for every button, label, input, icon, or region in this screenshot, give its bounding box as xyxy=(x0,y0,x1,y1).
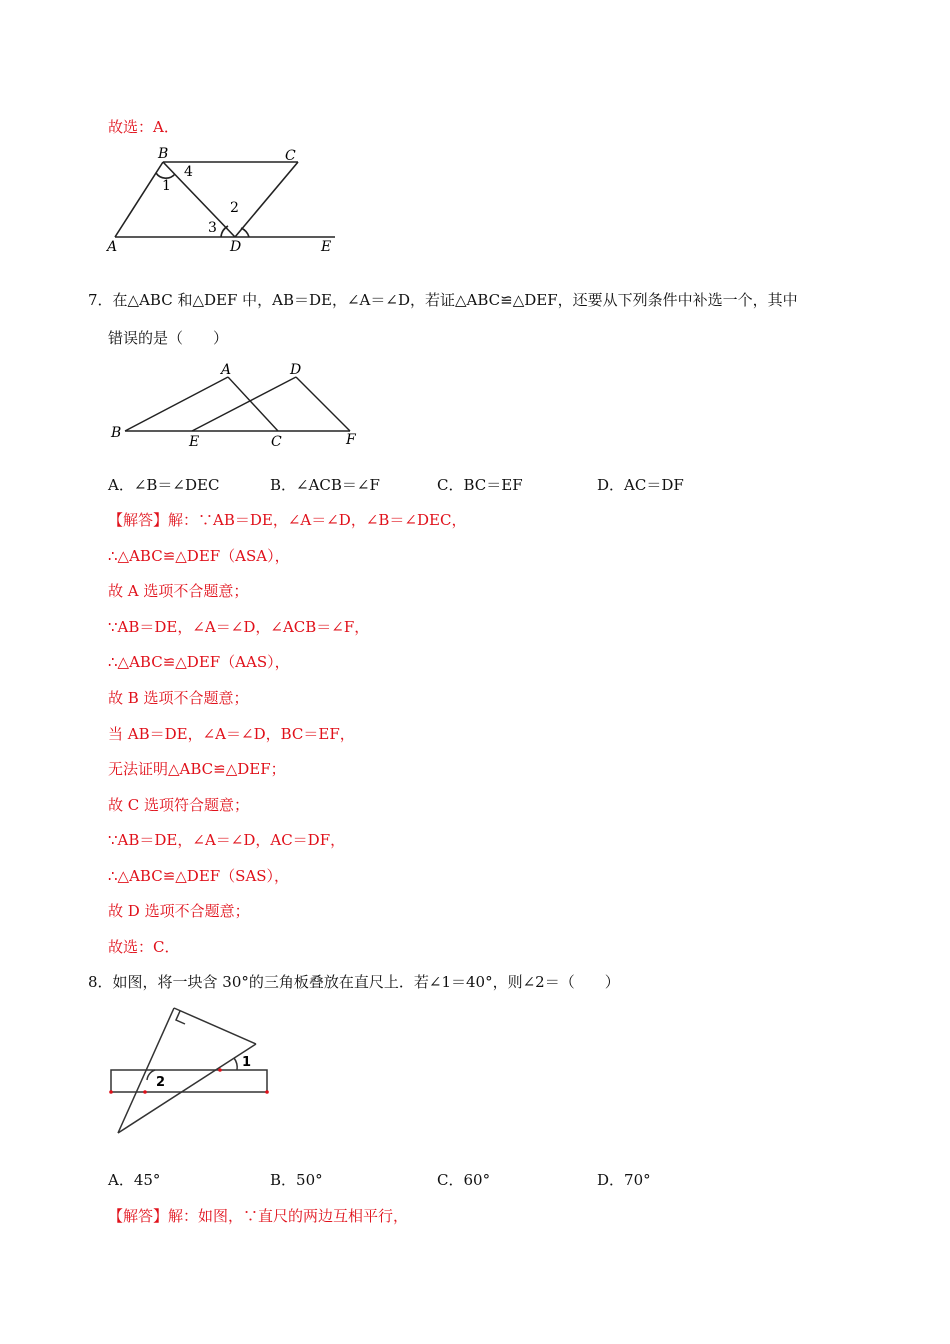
q8-option-a: A．45° xyxy=(108,1171,161,1189)
segment-cd xyxy=(235,162,298,237)
point xyxy=(109,1090,113,1094)
angle-arc-2 xyxy=(147,1070,155,1080)
label-e: E xyxy=(189,434,200,450)
label-d: D xyxy=(290,362,302,378)
q7-solution-line: ∴△ABC≌△DEF（ASA）， xyxy=(108,547,290,565)
ruler xyxy=(111,1070,267,1092)
point xyxy=(218,1068,222,1072)
label-4: 4 xyxy=(184,164,193,180)
q7-stem-line2: 错误的是（ ） xyxy=(108,329,229,347)
label-c: C xyxy=(285,148,296,164)
q7-solution-line: 故 D 选项不合题意； xyxy=(108,902,250,920)
figure-parallelogram xyxy=(100,140,350,255)
figure-two-triangles xyxy=(100,360,370,455)
segment-ac xyxy=(228,377,278,431)
q8-option-b: B．50° xyxy=(270,1171,323,1189)
q8-option-d: D．70° xyxy=(597,1171,651,1189)
q7-solution-line: ∴△ABC≌△DEF（AAS）， xyxy=(108,653,290,671)
segment-ba xyxy=(125,377,228,431)
q7-option-c: C．BC＝EF xyxy=(437,476,523,494)
label-f: F xyxy=(346,432,356,448)
q7-solution-line: ∴△ABC≌△DEF（SAS）， xyxy=(108,867,290,885)
q8-solution-start: 【解答】解：如图，∵直尺的两边互相平行， xyxy=(108,1207,409,1225)
figure-ruler-triangle xyxy=(100,1000,280,1140)
q7-solution-line: 无法证明△ABC≌△DEF； xyxy=(108,760,286,778)
q7-option-b: B．∠ACB＝∠F xyxy=(270,476,380,494)
label-1: 1 xyxy=(162,178,171,194)
segment-ed xyxy=(192,377,296,431)
point xyxy=(265,1090,269,1094)
angle-arc-d2 xyxy=(241,228,249,237)
q7-solution-line: ∵AB＝DE，∠A＝∠D，AC＝DF， xyxy=(108,831,346,849)
previous-answer: 故选：A． xyxy=(108,118,179,136)
label-2: 2 xyxy=(230,200,239,216)
label-a: A xyxy=(221,362,232,378)
label-3: 3 xyxy=(208,220,217,236)
q7-solution-line: 故 C 选项符合题意； xyxy=(108,796,250,814)
angle-arc-1 xyxy=(234,1058,237,1070)
q7-option-a: A．∠B＝∠DEC xyxy=(108,476,220,494)
q7-solution-line: 故选：C． xyxy=(108,938,180,956)
q7-solution-line: 故 A 选项不合题意； xyxy=(108,582,249,600)
q7-stem-line1: 7．在△ABC 和△DEF 中，AB＝DE，∠A＝∠D，若证△ABC≌△DEF，还要从下列条件中补选一个，其中 xyxy=(88,291,798,309)
label-1: 1 xyxy=(242,1055,252,1070)
label-e: E xyxy=(321,239,332,255)
label-c: C xyxy=(271,434,282,450)
segment-df xyxy=(296,377,350,431)
label-d: D xyxy=(230,239,242,255)
q8-stem: 8．如图，将一块含 30°的三角板叠放在直尺上．若∠1＝40°，则∠2＝（ ） xyxy=(88,973,620,991)
label-b: B xyxy=(158,146,169,162)
q7-solution-line: ∵AB＝DE，∠A＝∠D，∠ACB＝∠F， xyxy=(108,618,370,636)
segment-bd xyxy=(163,162,235,237)
label-b: B xyxy=(111,425,122,441)
label-2: 2 xyxy=(156,1075,166,1090)
q7-solution-line: 【解答】解：∵AB＝DE，∠A＝∠D，∠B＝∠DEC， xyxy=(108,511,467,529)
q8-option-c: C．60° xyxy=(437,1171,491,1189)
q7-option-d: D．AC＝DF xyxy=(597,476,684,494)
point xyxy=(143,1090,147,1094)
label-a: A xyxy=(107,239,118,255)
triangle-leg-long xyxy=(174,1008,256,1044)
q7-solution-line: 故 B 选项不合题意； xyxy=(108,689,249,707)
q7-solution-line: 当 AB＝DE，∠A＝∠D，BC＝EF， xyxy=(108,725,355,743)
